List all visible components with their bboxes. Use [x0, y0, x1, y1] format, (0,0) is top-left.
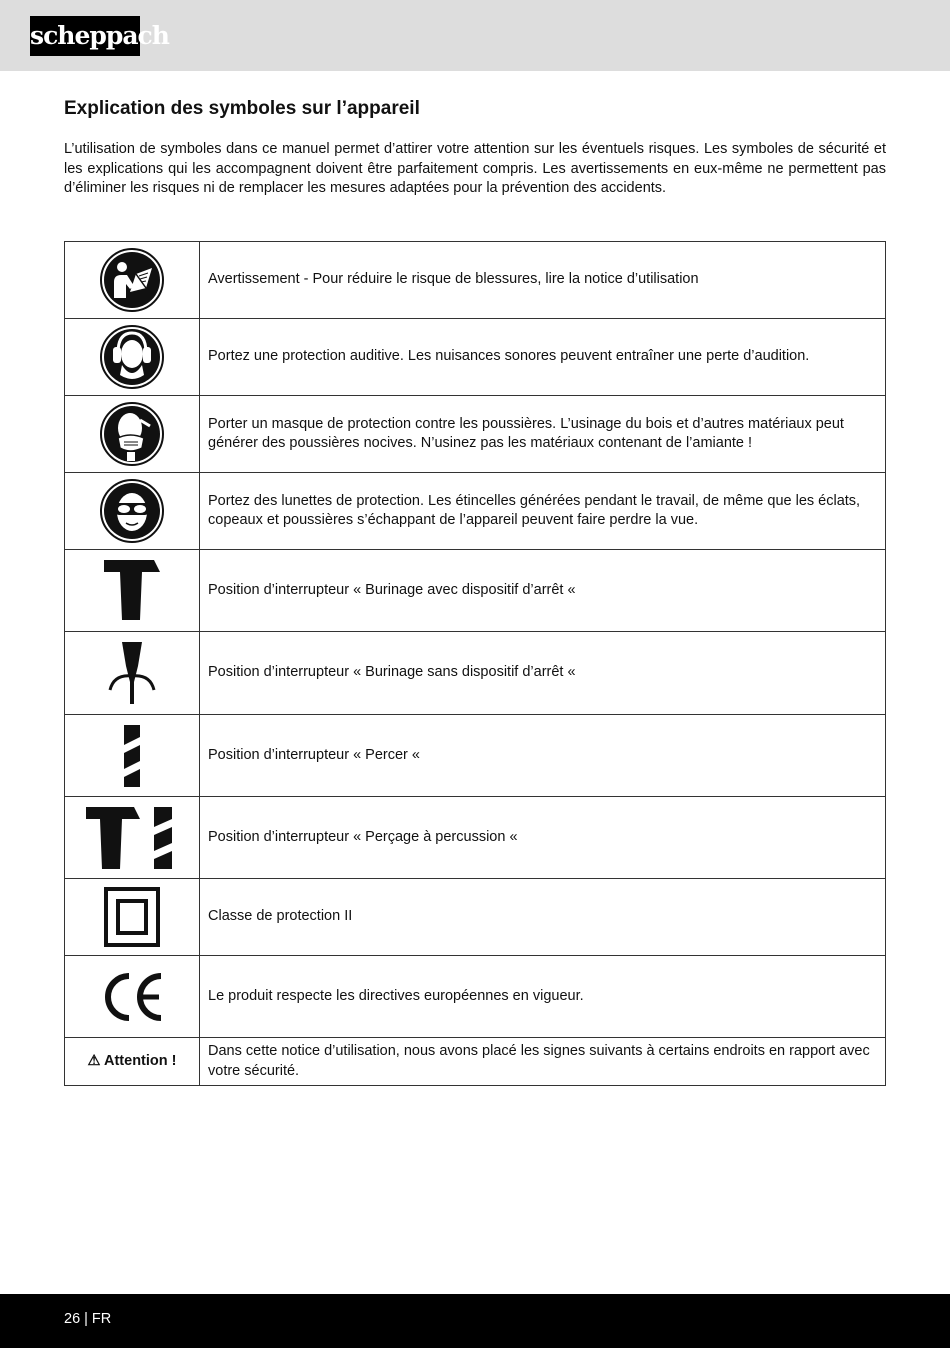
table-row [65, 550, 886, 632]
chisel-free-icon [65, 632, 200, 715]
symbols-table [64, 241, 886, 1086]
safety-goggles-icon [65, 473, 200, 550]
table-row [65, 956, 886, 1038]
table-row [65, 632, 886, 715]
symbol-description: Porter un masque de protection contre les poussières. L’usinage du bois et d’autres matériaux peut générer des poussières nocives. N’usinez pas les matériaux contenant de l’amiante ! [200, 396, 886, 473]
symbol-description: Dans cette notice d’utilisation, nous avons placé les signes suivants à certains endroits en rapport avec votre sécurité. [200, 1038, 886, 1086]
protection-class-2-icon [65, 879, 200, 956]
read-manual-icon [65, 242, 200, 319]
symbol-description: Position d’interrupteur « Burinage avec dispositif d’arrêt « [200, 550, 886, 632]
chisel-lock-icon [65, 550, 200, 632]
table-row [65, 242, 886, 319]
ce-mark-icon [65, 956, 200, 1038]
symbol-description: Classe de protection II [200, 879, 886, 956]
intro-paragraph: L’utilisation de symboles dans ce manuel permet d’attirer votre attention sur les éventuels risques. Les symboles de sécurité et les explications qui les accompagnent doivent être parfaitement compris. Les avertissements en eux-même ne permettent pas d’éliminer les risques ni de remplacer les mesures adaptées pour la prévention des accidents. [64, 141, 886, 196]
symbol-description: Position d’interrupteur « Perçage à percussion « [200, 797, 886, 879]
symbol-description: Position d’interrupteur « Percer « [200, 715, 886, 797]
brand-logo: scheppach [30, 16, 140, 56]
footer-separator: | [84, 1311, 88, 1327]
page-number: 26 [64, 1311, 81, 1327]
page-header [0, 0, 950, 71]
table-row [65, 319, 886, 396]
table-row [65, 797, 886, 879]
symbol-description: Avertissement - Pour réduire le risque de blessures, lire la notice d’utilisation [200, 242, 886, 319]
attention-label: ⚠ Attention ! [65, 1038, 200, 1086]
dust-mask-icon [65, 396, 200, 473]
page-footer [0, 1294, 950, 1348]
ear-protection-icon [65, 319, 200, 396]
page-title: Explication des symboles sur l’appareil [64, 98, 420, 119]
language-code: FR [91, 1311, 112, 1327]
table-row [65, 715, 886, 797]
symbol-description: Le produit respecte les directives européennes en vigueur. [200, 956, 886, 1038]
table-row [65, 1038, 886, 1086]
table-row [65, 473, 886, 550]
drill-icon [65, 715, 200, 797]
symbol-description: Position d’interrupteur « Burinage sans dispositif d’arrêt « [200, 632, 886, 715]
symbol-description: Portez des lunettes de protection. Les étincelles générées pendant le travail, de même que les éclats, copeaux et poussières s’échappant de l’appareil peuvent faire perdre la vue. [200, 473, 886, 550]
symbol-description: Portez une protection auditive. Les nuisances sonores peuvent entraîner une perte d’audition. [200, 319, 886, 396]
table-row [65, 879, 886, 956]
footer-pagination [64, 1311, 111, 1327]
table-row [65, 396, 886, 473]
hammer-drill-icon [65, 797, 200, 879]
